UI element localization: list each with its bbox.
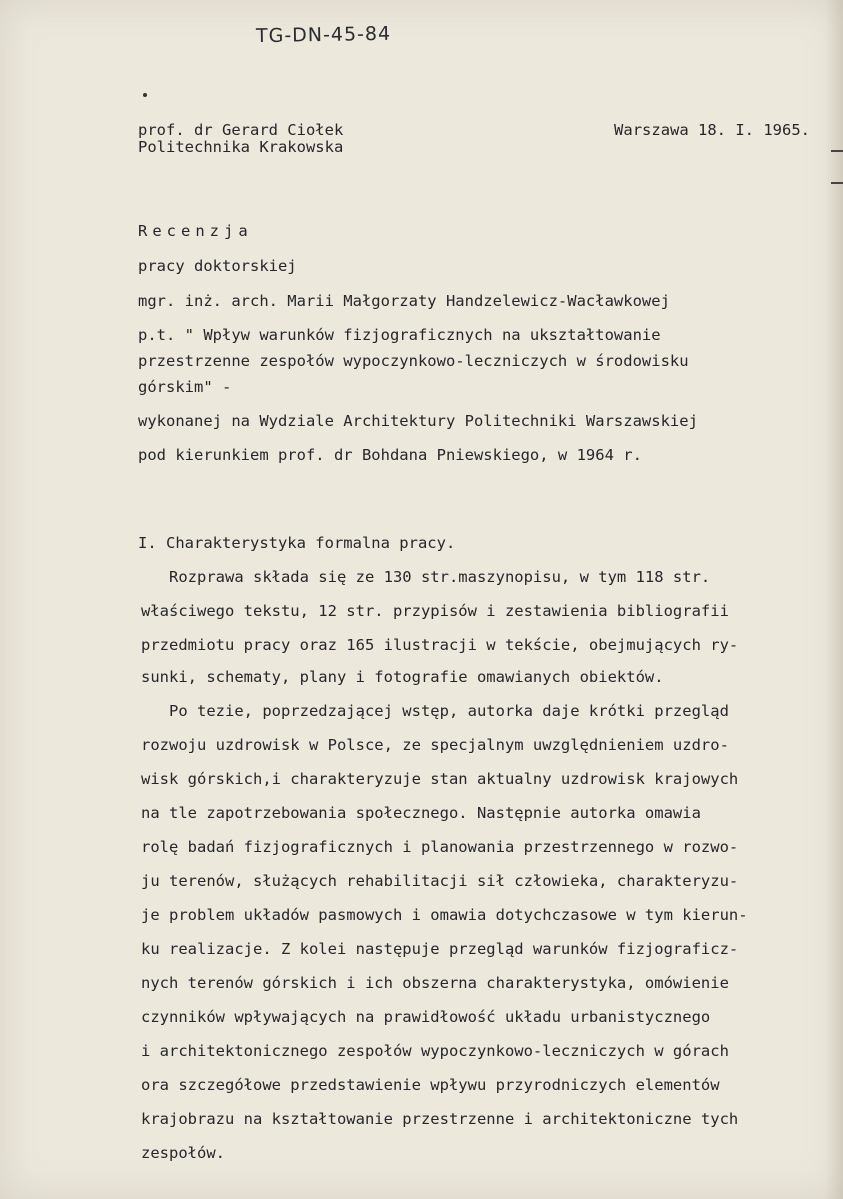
body-line: Rozprawa składa się ze 130 str.maszynopisu, w tym 118 str.: [141, 568, 711, 586]
body-line: ora szczegółowe przedstawienie wpływu przyrodniczych elementów: [141, 1076, 720, 1094]
author-name: prof. dr Gerard Ciołek: [138, 121, 344, 139]
body-line: Po tezie, poprzedzającej wstęp, autorka daje krótki przegląd: [141, 702, 729, 720]
subject-line: mgr. inż. arch. Marii Małgorzaty Handzelewicz-Wacławkowej: [138, 292, 670, 310]
edge-mark: [831, 150, 843, 152]
document-date: Warszawa 18. I. 1965.: [614, 121, 810, 139]
handwritten-reference: TG-DN-45-84: [255, 22, 392, 48]
subject-line: przestrzenne zespołów wypoczynkowo-leczniczych w środowisku: [138, 352, 689, 370]
body-line: rozwoju uzdrowisk w Polsce, ze specjalnym uwzględnieniem uzdro-: [141, 736, 729, 754]
edge-mark: [831, 182, 843, 184]
section-title: I. Charakterystyka formalna pracy.: [138, 534, 456, 552]
subject-line: wykonanej na Wydziale Architektury Politechniki Warszawskiej: [138, 412, 698, 430]
body-line: czynników wpływających na prawidłowość układu urbanistycznego: [141, 1008, 711, 1026]
body-line: na tle zapotrzebowania społecznego. Następnie autorka omawia: [141, 804, 701, 822]
body-line: przedmiotu pracy oraz 165 ilustracji w tekście, obejmujących ry-: [141, 636, 739, 654]
body-line: i architektonicznego zespołów wypoczynkowo-leczniczych w górach: [141, 1042, 729, 1060]
body-line: rolę badań fizjograficznych i planowania przestrzennego w rozwo-: [141, 838, 739, 856]
subject-line: pod kierunkiem prof. dr Bohdana Pniewskiego, w 1964 r.: [138, 446, 642, 464]
subject-line: p.t. " Wpływ warunków fizjograficznych na ukształtowanie: [138, 326, 661, 344]
body-line: wisk górskich,i charakteryzuje stan aktualny uzdrowisk krajowych: [141, 770, 739, 788]
body-line: ju terenów, służących rehabilitacji sił człowieka, charakteryzu-: [141, 872, 739, 890]
author-institution: Politechnika Krakowska: [138, 138, 344, 156]
body-line: właściwego tekstu, 12 str. przypisów i zestawienia bibliografii: [141, 602, 729, 620]
document-heading: Recenzja: [138, 222, 253, 240]
ink-dot: [143, 93, 147, 97]
body-line: je problem układów pasmowych i omawia dotychczasowe w tym kierun-: [141, 906, 748, 924]
body-line: krajobrazu na kształtowanie przestrzenne i architektoniczne tych: [141, 1110, 739, 1128]
body-line: sunki, schematy, plany i fotografie omawianych obiektów.: [141, 668, 664, 686]
subject-line: górskim" -: [138, 378, 232, 396]
body-line: ku realizacje. Z kolei następuje przegląd warunków fizjograficz-: [141, 940, 739, 958]
body-line: nych terenów górskich i ich obszerna charakterystyka, omówienie: [141, 974, 729, 992]
body-line: zespołów.: [141, 1144, 225, 1162]
subject-line: pracy doktorskiej: [138, 257, 297, 275]
